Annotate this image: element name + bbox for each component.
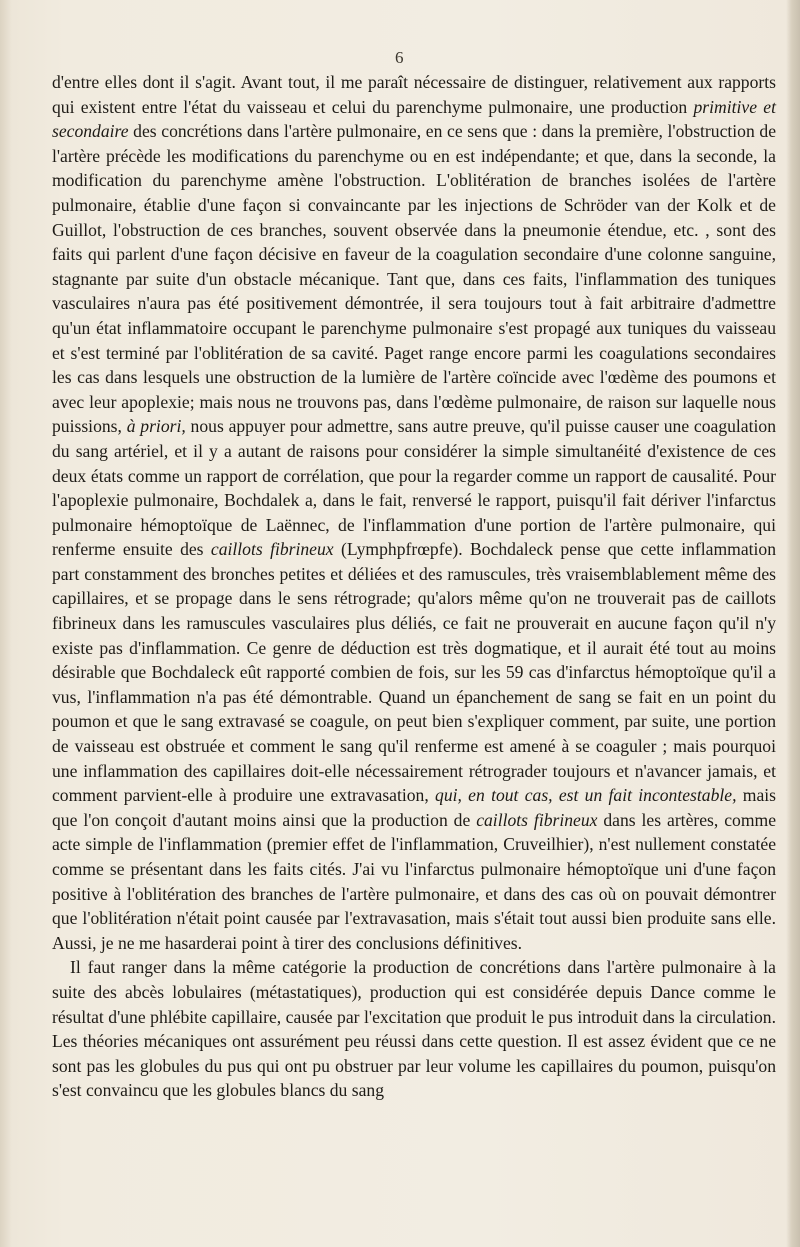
text-segment: (Lymphpfrœpfe). Bochdaleck pense que cette inflammation part constamment des bronches petites et déliées et des ramuscules, très vraisemblablement même des capillaires, et se propage dans le sens rétrograde; qu'alors même qu'on ne trouverait pas de caillots fibrineux dans les ramuscules vasculaires plus déliés, ce fait ne prouverait en aucune façon qu'il n'y existe pas d'inflammation. Ce genre de déduction est très dogmatique, et il aurait été tout au moins désirable que Bochdaleck eût rapporté combien de fois, sur les 59 cas d'infarctus hémoptoïque qu'il a vus, l'inflammation n'a pas été démontrable. Quand un épanchement de sang se fait en un point du poumon et que le sang extravasé se coagule, on peut bien s'expliquer comment, par suite, une portion de vaisseau est obstruée et comment le sang qu'il renferme est amené à se coaguler ; mais pourquoi une inflammation des capillaires doit-elle nécessairement rétrograder toujours et n'avancer jamais, et comment parvient-elle à produire une extravasation, (52, 539, 777, 806)
page-number: 6 (395, 48, 404, 67)
text-segment: Il faut ranger dans la même catégorie la production de concrétions dans l'artère pulmonaire à la suite des abcès lobulaires (métastatiques), production qui est considérée depuis Dance comme le résultat d'une phlébite capillaire, causée par l'excitation que produit le pus introduit dans la circulation. Les théories mécaniques ont assurément peu réussi dans cette question. Il est assez évident que ce ne sont pas les globules du pus qui ont pu obstruer par leur volume les capillaires du poumon, puisqu'on s'est convaincu que les globules blancs du sang (52, 957, 776, 1101)
italic-text-segment: caillots fibrineux (476, 809, 598, 830)
text-segment: dans les artères, comme acte simple de l'inflammation (premier effet de l'inflammation, Cruveilhier), n'est nullement constatée comme se présentant dans les faits cités. J'ai vu l'infarctus pulmonaire hémoptoïque uni d'une façon positive à l'oblitération des branches de l'artère pulmonaire, et dans des cas où on pouvait démontrer que l'oblitération n'était point causée par l'extravasation, mais s'était tout aussi bien produite sans elle. Aussi, je ne me hasarderai point à tirer des conclusions définitives. (52, 809, 776, 953)
paragraph-1 (52, 70, 776, 955)
page-left-edge-shadow (0, 0, 12, 1247)
text-segment: nous appuyer pour admettre, sans autre preuve, qu'il puisse causer une coagulation du sang artériel, et il y a autant de raisons pour considérer la simple simultanéité d'existence de ces deux états comme un rapport de corrélation, que pour la regarder comme un rapport de causalité. Pour l'apoplexie pulmonaire, Bochdalek a, dans le fait, renversé le rapport, puisqu'il fait dériver l'infarctus pulmonaire hémoptoïque de Laënnec, de l'inflammation d'une portion de l'artère pulmonaire, qui renferme ensuite des (52, 416, 776, 560)
italic-text-segment: primitive et secondaire (52, 96, 776, 142)
italic-text-segment: caillots fibrineux (210, 539, 334, 560)
paragraph-2 (52, 955, 776, 1103)
italic-text-segment: à priori, (126, 416, 186, 437)
text-segment: des concrétions dans l'artère pulmonaire, en ce sens que : dans la première, l'obstruction de l'artère précède les modifications du parenchyme ou en est indépendante; et que, dans la seconde, la modification du parenchyme amène l'obstruction. L'oblitération de branches isolées de l'artère pulmonaire, établie d'une façon si convaincante par les injections de Schröder van der Kolk et de Guillot, l'obstruction de ces branches, souvent observée dans la pneumonie étendue, etc. , sont des faits qui parlent d'une façon décisive en faveur de la coagulation secondaire d'une colonne sanguine, stagnante par suite d'un obstacle mécanique. Tant que, dans ces faits, l'inflammation des tuniques vasculaires n'aura pas été positivement démontrée, il sera toujours tout à fait arbitraire d'admettre qu'un état inflammatoire occupant le parenchyme pulmonaire s'est propagé aux tuniques du vaisseau et s'est terminé par l'oblitération de sa cavité. Paget range encore parmi les coagulations secondaires les cas dans lesquels une obstruction de la lumière de l'artère coïncide avec l'œdème des poumons et avec leur apoplexie; mais nous ne trouvons pas, dans l'œdème pulmonaire, de raison sur laquelle nous puissions, (52, 121, 776, 437)
text-segment: d'entre elles dont il s'agit. Avant tout, il me paraît nécessaire de distinguer, relativement aux rapports qui existent entre l'état du vaisseau et celui du parenchyme pulmonaire, une production (52, 72, 776, 117)
page-right-edge-shadow (786, 0, 800, 1247)
body-text (52, 70, 776, 1103)
italic-text-segment: qui, en tout cas, est un fait incontestable, (435, 785, 737, 806)
text-segment: mais que l'on conçoit d'autant moins ainsi que la production de (52, 785, 776, 830)
